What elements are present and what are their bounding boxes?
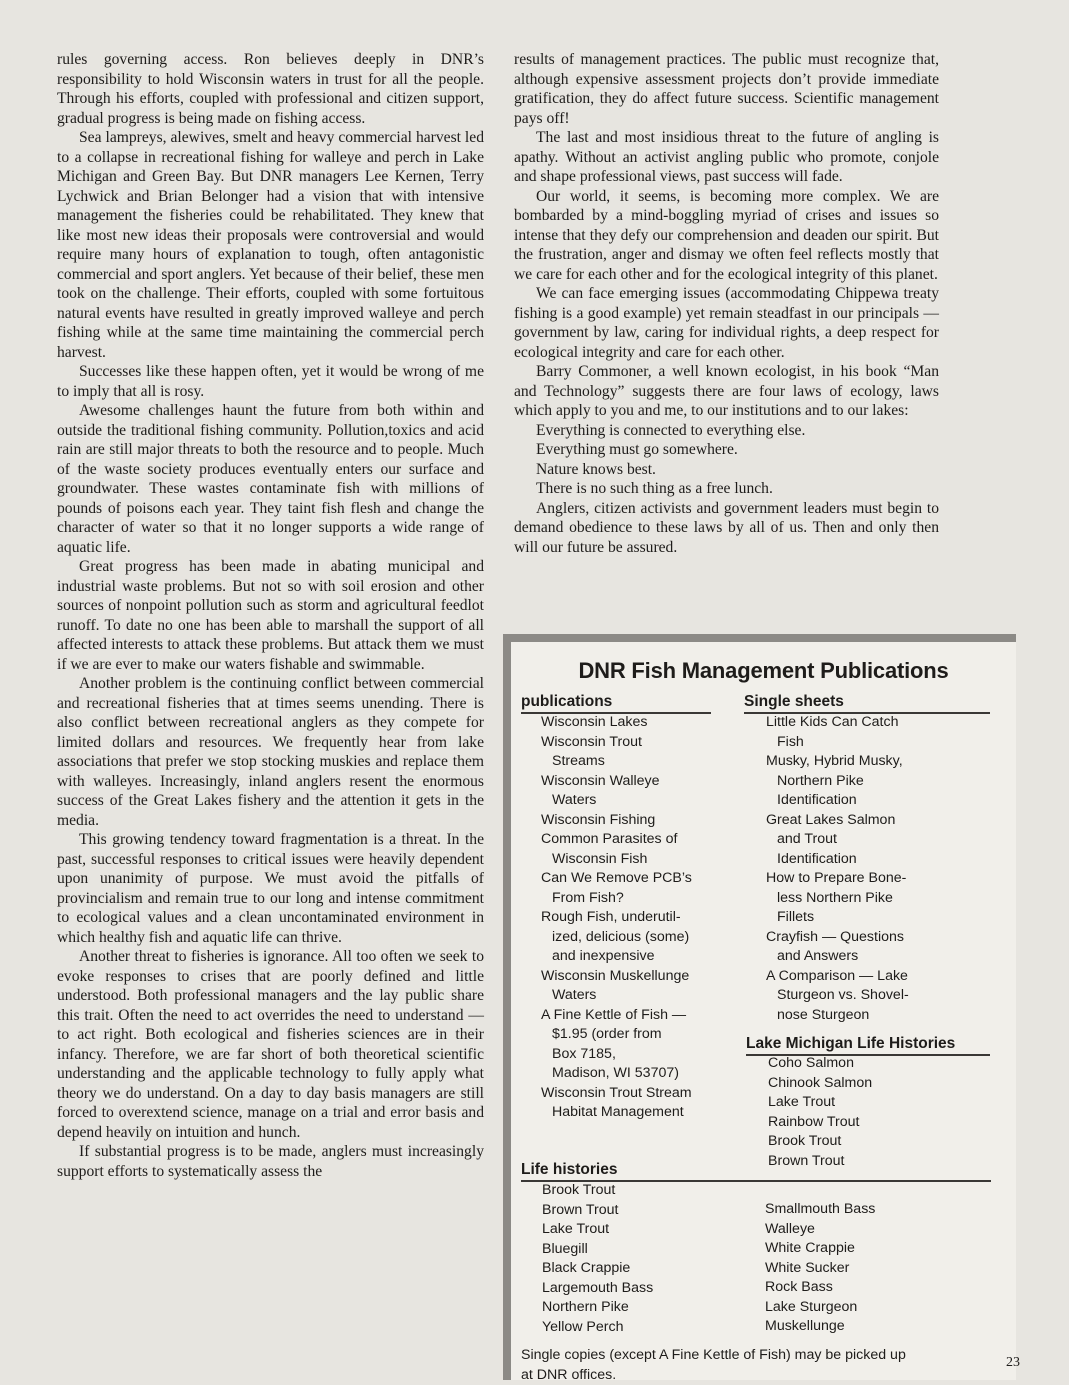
publication-item <box>766 928 986 967</box>
publication-item <box>541 772 741 811</box>
life-histories-heading: Life histories <box>521 1160 991 1182</box>
article-paragraph: This growing tendency toward fragmentation is a threat. In the past, successful responses to critical issues were heavily dependent upon unanimity of purpose. We must avoid the pitfalls of provincialism and remain true to our long and intense commitment to ecological values and a clean uncontaminated environment in which healthy fish and aquatic life can thrive. <box>57 831 484 946</box>
publication-item-line: Streams <box>552 753 605 769</box>
single-sheets-heading: Single sheets <box>744 692 990 714</box>
publication-item-line: and Trout <box>777 831 837 847</box>
publication-item-line: Wisconsin Fish <box>552 850 648 867</box>
publication-item <box>766 869 986 928</box>
publication-item-line: Habitat Management <box>552 1104 684 1120</box>
article-paragraph: Anglers, citizen activists and government leaders must begin to demand obedience to these laws by all of us. Then and only then will our future be assured. <box>514 499 939 556</box>
publication-item-line: Crayfish — Questions <box>766 928 904 945</box>
publication-item-line: Musky, Hybrid Musky, <box>766 753 903 769</box>
publication-item: Black Crappie <box>542 1260 631 1276</box>
publication-item: Brown Trout <box>768 1152 845 1169</box>
article-paragraph: rules governing access. Ron believes deeply in DNR’s responsibility to hold Wisconsin waters in trust for all the people. Through his efforts, coupled with professional and citizen support, gradual progress is being made on fishing access. <box>57 51 484 127</box>
article-paragraph: The last and most insidious threat to the future of angling is apathy. Without an activist angling public who promote, conjole and shape professional views, past success will fade. <box>514 129 939 185</box>
publication-item <box>541 869 741 908</box>
publications-list <box>541 713 741 1123</box>
publication-item: Northern Pike <box>542 1299 629 1315</box>
article-paragraph: Barry Commoner, a well known ecologist, in his book “Man and Technology” suggests there are four laws of ecology, laws which apply to you and me, to our institutions and to our lakes: <box>514 363 939 419</box>
publication-item <box>541 811 741 831</box>
publication-item-line: How to Prepare Bone- <box>766 870 907 886</box>
publication-item <box>766 811 986 870</box>
life-histories-list-right <box>765 1200 965 1337</box>
publication-item: Lake Trout <box>768 1094 836 1110</box>
publications-panel <box>511 642 1016 1383</box>
article-right-column <box>514 50 939 557</box>
publication-item-line: Identification <box>777 850 857 867</box>
publications-heading: publications <box>521 692 711 714</box>
publications-box <box>503 634 1016 1383</box>
publication-item-line: Fillets <box>777 909 815 925</box>
publication-item <box>766 752 986 811</box>
article-paragraph: If substantial progress is to be made, anglers must increasingly support efforts to systematically assess the <box>57 1143 484 1180</box>
publication-item-line: From Fish? <box>552 889 624 906</box>
publication-item: Brook Trout <box>542 1182 616 1198</box>
article-paragraph: results of management practices. The public must recognize that, although expensive assessment projects don’t provide immediate gratification, they do affect future success. Scientific management pays off! <box>514 51 939 127</box>
life-histories-list-left <box>542 1181 742 1337</box>
publication-item-line: nose Sturgeon <box>777 1006 870 1023</box>
lake-michigan-list <box>768 1054 968 1171</box>
publication-item: Lake Sturgeon <box>765 1298 858 1315</box>
publication-item <box>541 1084 741 1123</box>
article-paragraph: Our world, it seems, is becoming more complex. We are bombarded by a mind-boggling myriad of crises and issues so intense that they defy our comprehension and deaden our spirit. But the frustration, anger and dismay we often feel reflects mostly that we care for each other and for the ecological integrity of this planet. <box>514 187 939 283</box>
publication-item-line: A Fine Kettle of Fish — <box>541 1006 687 1023</box>
publication-item-line: $1.95 (order from <box>552 1026 662 1042</box>
publication-item: Largemouth Bass <box>542 1279 654 1296</box>
ecology-law: Nature knows best. <box>536 460 656 478</box>
publication-item <box>766 713 986 752</box>
publication-item <box>766 967 986 1026</box>
publication-item-line: Wisconsin Trout <box>541 733 642 750</box>
publication-item-line: less Northern Pike <box>777 889 893 906</box>
publication-item: Brown Trout <box>542 1201 619 1218</box>
publication-item-line: Wisconsin Lakes <box>541 714 648 730</box>
publication-item <box>541 830 741 869</box>
page-number: 23 <box>1006 1355 1020 1370</box>
article-paragraph: Another threat to fisheries is ignorance. All too often we seek to evoke responses to crises that are poorly defined and little understood. Both professional managers and the lay public share this trait. Often the need to act overrides the need to understand — to act right. Both ecological and fisheries sciences are in their infancy. Therefore, we are far short of both theoretical scientific understanding and the applicable technology to fully apply what theory we do understand. On a day to day basis managers are still forced to overextend science, manage on a trial and error basis and depend heavily on intuition and hunch. <box>57 948 484 1141</box>
publication-item-line: Common Parasites of <box>541 831 678 847</box>
publication-item: Rock Bass <box>765 1279 833 1295</box>
publication-item-line: Box 7185, <box>552 1045 616 1062</box>
publication-item-line: Waters <box>552 987 597 1003</box>
publication-item: White Sucker <box>765 1259 850 1276</box>
publication-item-line: A Comparison — Lake <box>766 967 908 984</box>
publication-item-line: Wisconsin Walleye <box>541 772 660 789</box>
publication-item-line: and Answers <box>777 948 859 964</box>
publication-item <box>541 713 741 733</box>
publication-item-line: Waters <box>552 792 597 808</box>
publication-item-line: Madison, WI 53707) <box>552 1065 679 1081</box>
publication-item-line: Little Kids Can Catch <box>766 714 899 730</box>
publication-item-line: ized, delicious (some) <box>552 928 690 945</box>
publication-item: Smallmouth Bass <box>765 1201 876 1217</box>
publication-item: Lake Trout <box>542 1221 610 1237</box>
publication-item: Rainbow Trout <box>768 1113 860 1130</box>
publication-item-line: and inexpensive <box>552 948 655 964</box>
article-paragraph: Sea lampreys, alewives, smelt and heavy commercial harvest led to a collapse in recreational fishing for walleye and perch in Lake Michigan and Green Bay. But DNR managers Lee Kernen, Terry Lychwick and Brian Belonger had a vision that with intensive management the fisheries could be rehabilitated. They knew that like most new ideas their proposals were controversial and would require many hours of explanation to tough, often antagonistic commercial and sport anglers. Yet because of their belief, these men took on the challenge. Their efforts, coupled with some fortuitous natural events have resulted in greatly improved walleye and perch fishing while at the same time maintaining the commercial perch harvest. <box>57 129 484 361</box>
publication-item-line: Great Lakes Salmon <box>766 811 896 828</box>
article-paragraph: Successes like these happen often, yet it would be wrong of me to imply that all is rosy. <box>57 363 484 400</box>
publication-item-line: Wisconsin Muskellunge <box>541 967 690 984</box>
lake-michigan-heading: Lake Michigan Life Histories <box>746 1034 990 1056</box>
article-paragraph: We can face emerging issues (accommodating Chippewa treaty fishing is a good example) yet remain steadfast in our principals — government by law, caring for individual rights, a deep respect for ecological integrity and care for each other. <box>514 285 939 361</box>
publication-item-line: Sturgeon vs. Shovel- <box>777 987 909 1003</box>
ecology-law: There is no such thing as a free lunch. <box>536 480 773 497</box>
publication-item <box>541 733 741 772</box>
publication-item: White Crappie <box>765 1240 855 1256</box>
publication-item-line: Wisconsin Fishing <box>541 811 656 828</box>
publication-item-line: Identification <box>777 792 857 808</box>
single-sheets-list <box>766 713 986 1025</box>
publication-item-line: Rough Fish, underutil- <box>541 909 681 925</box>
publication-item: Walleye <box>765 1220 815 1237</box>
ecology-law: Everything must go somewhere. <box>536 441 738 458</box>
publication-item: Chinook Salmon <box>768 1074 873 1091</box>
publication-item <box>541 1006 741 1084</box>
article-paragraph: Another problem is the continuing conflict between commercial and recreational fisheries that at times seems unending. There is also conflict between recreational anglers as they compete for limited dollars and resources. We frequently hear from lake associations that prefer we stop stocking muskies and replace them with walleyes. Increasingly, inland anglers resent the enormous success of the Great Lakes fishery and the attention it gets in the media. <box>57 675 484 829</box>
publication-item-line: Can We Remove PCB’s <box>541 870 692 886</box>
publication-item: Coho Salmon <box>768 1055 854 1071</box>
publication-item <box>541 908 741 967</box>
publication-item: Bluegill <box>542 1240 588 1257</box>
publications-footer-note: Single copies (except A Fine Kettle of Fish) may be picked up at DNR offices. <box>521 1347 906 1383</box>
ecology-law: Everything is connected to everything else. <box>536 421 806 439</box>
publication-item-line: Wisconsin Trout Stream <box>541 1084 692 1101</box>
publication-item: Brook Trout <box>768 1133 842 1149</box>
publication-item <box>541 967 741 1006</box>
publication-item-line: Northern Pike <box>777 772 864 789</box>
article-left-column <box>57 50 484 1181</box>
publication-item: Muskellunge <box>765 1318 845 1334</box>
article-paragraph: Great progress has been made in abating municipal and industrial waste problems. But not so with soil erosion and other sources of nonpoint pollution such as storm and agricultural feedlot runoff. To date no one has been able to marshall the support of all affected interests to attack these problems. But attack them we must if we are ever to make our waters fishable and swimmable. <box>57 558 484 673</box>
publication-item: Yellow Perch <box>542 1318 624 1335</box>
publications-title: DNR Fish Management Publications <box>578 658 949 683</box>
article-paragraph: Awesome challenges haunt the future from both within and outside the traditional fishing community. Pollution,toxics and acid rain are still major threats to both the resource and to people. Much of the waste society produces eventually enters our surface and groundwater. These wastes contaminate fish with millions of pounds of poisons each year. They taint fish flesh and change the character of water so that it no longer supports a wide range of aquatic life. <box>57 402 484 556</box>
publication-item-line: Fish <box>777 733 804 750</box>
